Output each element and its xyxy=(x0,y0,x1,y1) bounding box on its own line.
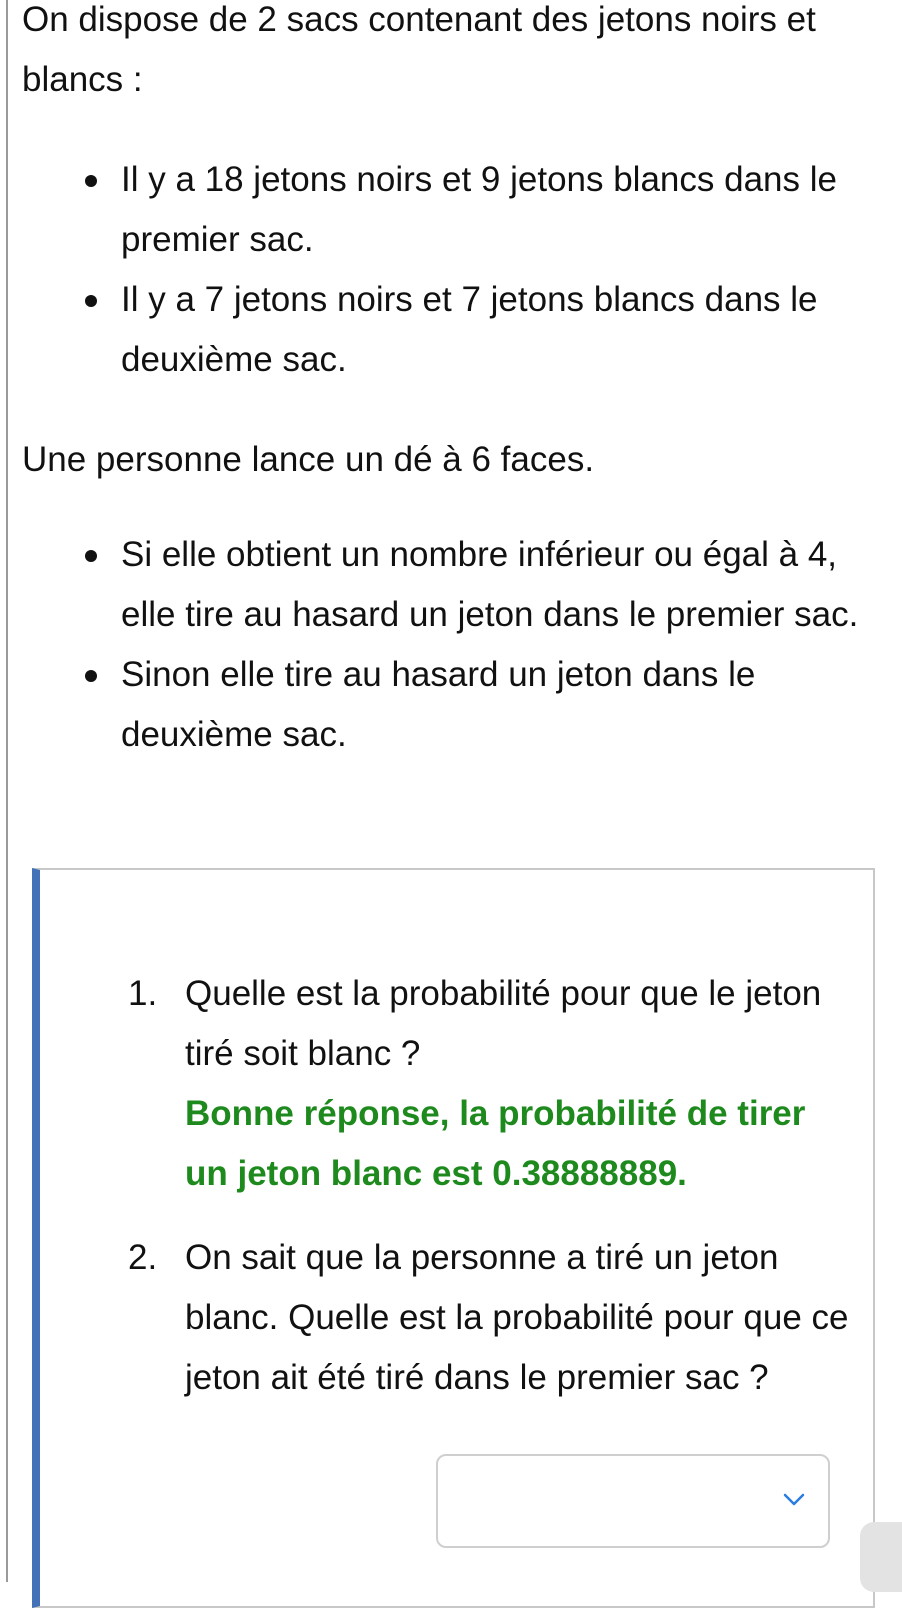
questions-list xyxy=(40,964,873,1408)
bullet-icon xyxy=(85,175,97,187)
rule-2-text: Sinon elle tire au hasard un jeton dans le deuxième sac. xyxy=(121,655,756,754)
question-2-text: On sait que la personne a tiré un jeton blanc. Quelle est la probabilité pour que ce jeton ait été tiré dans le premier sac ? xyxy=(185,1238,849,1397)
bags-list xyxy=(8,150,898,390)
rules-list xyxy=(8,525,898,765)
question-1-text: Quelle est la probabilité pour que le jeton tiré soit blanc ? xyxy=(185,974,822,1073)
question-2 xyxy=(40,1228,855,1408)
bag-1-text: Il y a 18 jetons noirs et 9 jetons blancs dans le premier sac. xyxy=(121,160,837,259)
bullet-icon xyxy=(85,295,97,307)
list-item xyxy=(8,150,886,270)
question-number: 2. xyxy=(128,1238,158,1277)
question-number: 1. xyxy=(128,974,158,1013)
chevron-down-icon xyxy=(782,1492,806,1508)
answer-dropdown[interactable] xyxy=(436,1454,830,1548)
bag-2-text: Il y a 7 jetons noirs et 7 jetons blancs dans le deuxième sac. xyxy=(121,280,818,379)
question-1 xyxy=(40,964,855,1204)
correct-feedback: Bonne réponse, la probabilité de tirer un jeton blanc est 0.38888889. xyxy=(185,1094,806,1193)
dice-text: Une personne lance un dé à 6 faces. xyxy=(22,440,595,479)
list-item xyxy=(8,525,886,645)
list-item xyxy=(8,270,886,390)
list-item xyxy=(8,645,886,765)
bullet-icon xyxy=(85,550,97,562)
intro-text: On dispose de 2 sacs contenant des jetons noirs et blancs : xyxy=(22,0,816,99)
bullet-icon xyxy=(85,670,97,682)
rule-1-text: Si elle obtient un nombre inférieur ou égal à 4, elle tire au hasard un jeton dans le premier sac. xyxy=(121,535,859,634)
